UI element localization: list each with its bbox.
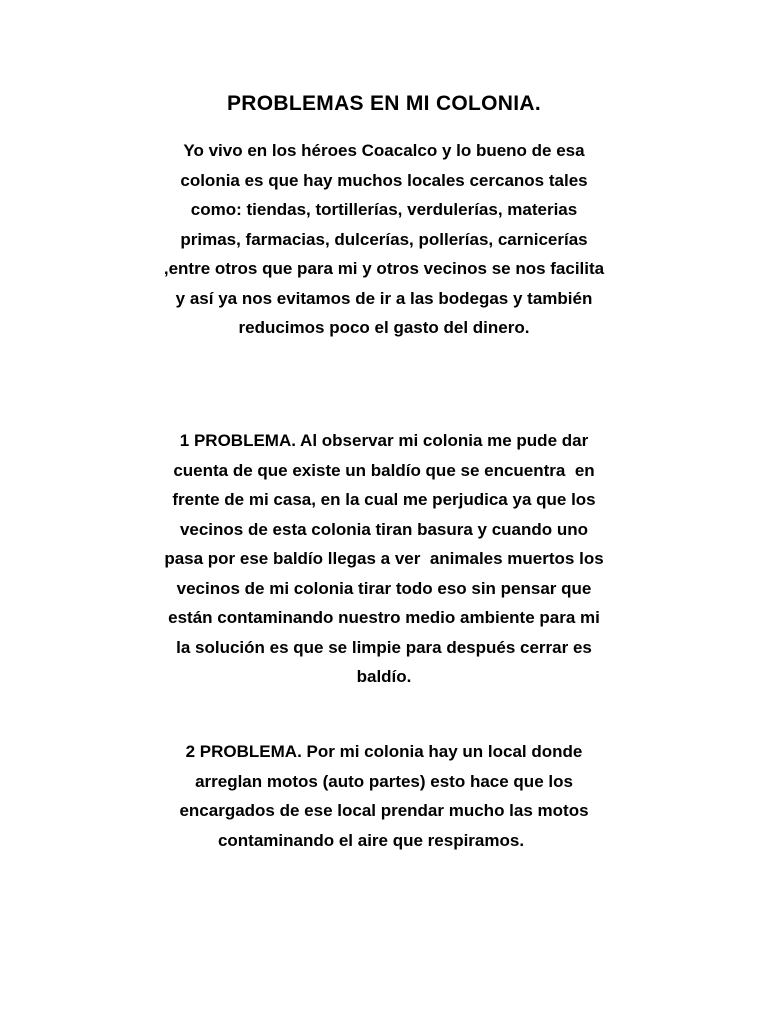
problem-1-line: la solución es que se limpie para después cerrar es — [176, 637, 592, 657]
problem-2-paragraph — [0, 737, 768, 855]
intro-line: como: tiendas, tortillerías, verdulerías, materias — [190, 200, 578, 219]
page-title: PROBLEMAS EN MI COLONIA. — [226, 92, 542, 115]
intro-line: ,entre otros que para mi y otros vecinos se nos facilita — [163, 259, 605, 278]
intro-line: colonia es que hay muchos locales cercanos tales — [180, 170, 588, 190]
problem-2-line: encargados de ese local prendar mucho las motos — [179, 801, 589, 820]
problem-1-line: vecinos de mi colonia tirar todo eso sin pensar que — [176, 578, 592, 598]
problem-2-first-line-text: Por mi colonia hay un local donde — [301, 742, 583, 761]
problem-1-line: frente de mi casa, en la cual me perjudica ya que los — [172, 490, 596, 509]
problem-2-line: arreglan motos (auto partes) esto hace que los — [195, 771, 573, 791]
intro-line: primas, farmacias, dulcerías, pollerías, carnicerías — [180, 229, 588, 249]
problem-1-line: baldío. — [356, 667, 412, 686]
problem-1-line: cuenta de que existe un baldío que se encuentra en — [173, 460, 595, 480]
problem-1-line: pasa por ese baldío llegas a ver animales muertos los — [164, 549, 604, 568]
intro-line: Yo vivo en los héroes Coacalco y lo bueno de esa — [183, 141, 585, 160]
problem-2-lead: 2 PROBLEMA. — [185, 742, 302, 761]
problem-1-paragraph — [0, 426, 768, 692]
intro-line: y así ya nos evitamos de ir a las bodegas y también — [175, 288, 593, 308]
problem-1-first-line-text: Al observar mi colonia me pude dar — [295, 431, 589, 450]
intro-paragraph — [0, 136, 768, 343]
problem-2-line: contaminando el aire que respiramos. — [217, 830, 525, 850]
problem-2-first-line — [0, 737, 768, 767]
intro-line: reducimos poco el gasto del dinero. — [238, 318, 530, 337]
problem-1-first-line — [0, 426, 768, 456]
problem-1-line: están contaminando nuestro medio ambiente para mi — [168, 608, 600, 627]
problem-1-line: vecinos de esta colonia tiran basura y cuando uno — [179, 519, 589, 539]
problem-1-lead: 1 PROBLEMA. — [179, 431, 296, 450]
